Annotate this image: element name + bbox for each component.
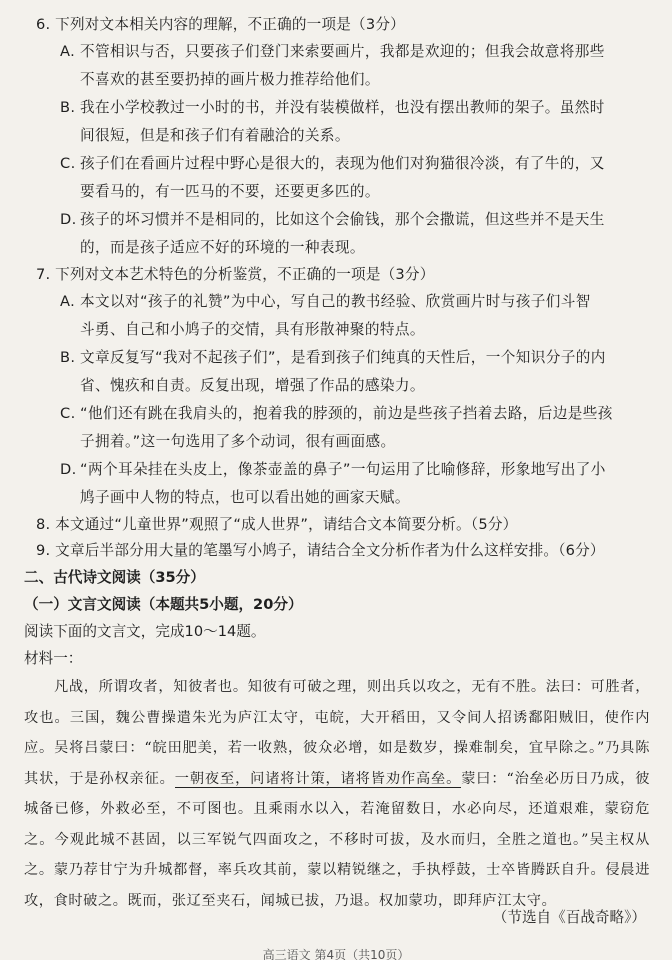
question-8: 8. 本文通过“儿童世界”观照了“成人世界”，请结合文本简要分析。（5分） [36,516,518,533]
question-9: 9. 文章后半部分用大量的笔墨写小鸠子，请结合全文分析作者为什么这样安排。（6分） [36,542,605,559]
passage-source: （节选自《百战奇略》） [492,909,646,926]
question-7-option-b: B. 文章反复写“我对不起孩子们”，是看到孩子们纯真的天性后，一个知识分子的内 省、愧疚和自责。反复出现，增强了作品的感染力。 [60,349,606,394]
classical-passage [22,672,650,916]
reading-instruction: 阅读下面的文言文，完成10～14题。 [24,623,266,640]
question-6-option-b: B. 我在小学校教过一小时的书，并没有装模做样，也没有摆出教师的架子。虽然时 间很短，但是和孩子们有着融洽的关系。 [60,99,605,144]
passage-part-2: 蒙曰：“治垒必历日乃成，彼城备已修，外救必至，不可图也。且乘雨水以入，若淹留数日，水必向尽，还道艰难，蒙窃危之。今观此城不甚固，以三军锐气四面攻之，不移时可拔，及水而归，全胜之道也。”吴主权从之。蒙乃荐甘宁为升城都督，率兵攻其前，蒙以精锐继之，手执桴鼓，士卒皆腾跃自升。侵晨进攻，食时破之。既而，张辽至夹石，闻城已拔，乃退。权加蒙功，即拜庐江太守。 [24,770,650,909]
question-6-option-a: A. 不管相识与否，只要孩子们登门来索要画片，我都是欢迎的；但我会故意将那些 不喜欢的甚至要扔掉的画片极力推荐给他们。 [60,43,605,88]
section-heading: 二、古代诗文阅读（35分） [24,569,205,586]
question-7-option-d: D. “两个耳朵挂在头皮上，像茶壶盖的鼻子”一句运用了比喻修辞，形象地写出了小 鸠子画中人物的特点，也可以看出她的画家天赋。 [60,461,606,506]
question-6-stem: 6. 下列对文本相关内容的理解，不正确的一项是（3分） [36,16,405,33]
question-6 [22,12,650,262]
underlined-sentence: 一朝夜至，问诸将计策，诸将皆劝作高垒。 [174,770,462,787]
question-7 [22,262,650,512]
question-7-option-c: C. “他们还有跳在我肩头的，抱着我的脖颈的，前边是些孩子挡着去路，后边是些孩 子拥着。”这一句选用了多个动词，很有画面感。 [60,405,613,450]
page-footer: 高三语文 第4页（共10页） [262,948,410,960]
question-6-option-d: D. 孩子的坏习惯并不是相同的，比如这个会偷钱，那个会撒谎，但这些并不是天生 的，而是孩子适应不好的环境的一种表现。 [60,211,605,256]
material-label: 材料一： [24,650,83,667]
passage-part-1: 凡战，所谓攻者，知彼者也。知彼有可破之理，则出兵以攻之，无有不胜。法曰：可胜者，攻也。三国，魏公曹操遣朱光为庐江太守，屯皖，大开稻田，又令间人招诱鄱阳贼旧，使作内应。吴将吕蒙曰：“皖田肥美，若一收熟，彼众必增，如是数岁，操难制矣，宜早除之。”乃具陈其状，于是孙权亲征。 [24,679,650,787]
subsection-heading: （一）文言文阅读（本题共5小题，20分） [24,596,303,613]
question-6-option-c: C. 孩子们在看画片过程中野心是很大的，表现为他们对狗猫很冷淡，有了牛的，又 要看马的，有一匹马的不要，还要更多匹的。 [60,155,605,200]
question-7-option-a: A. 本文以对“孩子的礼赞”为中心，写自己的教书经验、欣赏画片时与孩子们斗智 斗勇、自己和小鸠子的交情，具有形散神聚的特点。 [60,293,591,338]
question-7-stem: 7. 下列对文本艺术特色的分析鉴赏，不正确的一项是（3分） [36,266,435,283]
